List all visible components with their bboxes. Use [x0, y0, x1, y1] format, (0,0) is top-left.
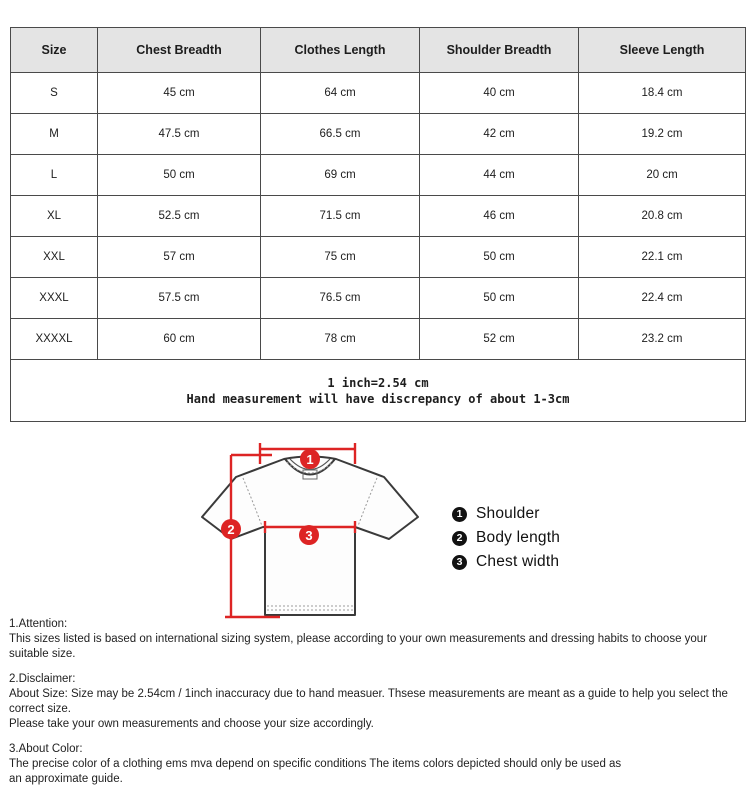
sleeve-cell: 22.1 cm [579, 237, 746, 278]
marker-shoulder-number: 1 [306, 452, 314, 467]
legend-label-body-length: Body length [476, 529, 561, 546]
table-row [11, 196, 746, 237]
about-color-title: 3.About Color: [9, 743, 83, 755]
length-cell: 76.5 cm [261, 278, 420, 319]
sleeve-cell: 18.4 cm [579, 73, 746, 114]
about-color-body-line1: The precise color of a clothing ems mva depend on specific conditions The items colors depicted should only be used as [9, 758, 622, 770]
length-cell: 71.5 cm [261, 196, 420, 237]
circled-number-2-icon: 2 [452, 531, 467, 546]
circled-number-1-icon: 1 [452, 507, 467, 522]
header-chest-breadth: Chest Breadth [98, 28, 261, 73]
size-cell: XL [11, 196, 98, 237]
sleeve-cell: 20 cm [579, 155, 746, 196]
header-shoulder-breadth: Shoulder Breadth [420, 28, 579, 73]
legend-item-shoulder [452, 502, 560, 526]
attention-body: This sizes listed is based on international sizing system, please according to your own measurements and dressing habits to choose your suitable size. [9, 633, 708, 660]
shoulder-cell: 46 cm [420, 196, 579, 237]
disclaimer-body-line2: Please take your own measurements and choose your size accordingly. [9, 718, 374, 730]
note-line-2: Hand measurement will have discrepancy of about 1-3cm [186, 391, 570, 406]
sleeve-cell: 19.2 cm [579, 114, 746, 155]
size-table [10, 27, 746, 422]
table-row [11, 237, 746, 278]
tshirt-measurement-diagram [183, 438, 443, 624]
table-note-row [11, 360, 746, 422]
notes-section [9, 617, 744, 797]
size-cell: M [11, 114, 98, 155]
size-cell: XXL [11, 237, 98, 278]
length-cell: 64 cm [261, 73, 420, 114]
size-cell: XXXXL [11, 319, 98, 360]
chest-cell: 57.5 cm [98, 278, 261, 319]
chest-cell: 57 cm [98, 237, 261, 278]
disclaimer-section [9, 672, 744, 732]
sleeve-cell: 20.8 cm [579, 196, 746, 237]
size-cell: L [11, 155, 98, 196]
size-cell: XXXL [11, 278, 98, 319]
legend-label-shoulder: Shoulder [476, 505, 540, 522]
chest-cell: 47.5 cm [98, 114, 261, 155]
marker-chest-width-number: 3 [305, 528, 313, 543]
disclaimer-title: 2.Disclaimer: [9, 673, 76, 685]
note-line-1: 1 inch=2.54 cm [327, 375, 429, 390]
table-row [11, 155, 746, 196]
length-cell: 69 cm [261, 155, 420, 196]
shoulder-cell: 52 cm [420, 319, 579, 360]
shoulder-cell: 40 cm [420, 73, 579, 114]
legend-item-body-length [452, 526, 560, 550]
shoulder-cell: 42 cm [420, 114, 579, 155]
circled-number-3-icon: 3 [452, 555, 467, 570]
sleeve-cell: 23.2 cm [579, 319, 746, 360]
table-row [11, 278, 746, 319]
sleeve-cell: 22.4 cm [579, 278, 746, 319]
header-clothes-length: Clothes Length [261, 28, 420, 73]
table-row [11, 114, 746, 155]
legend-item-chest-width [452, 550, 560, 574]
marker-body-length-number: 2 [227, 522, 235, 537]
table-row [11, 319, 746, 360]
disclaimer-body-line1: About Size: Size may be 2.54cm / 1inch inaccuracy due to hand measuer. Thsese measurements are meant as a guide to help you select the correct size. [9, 688, 728, 715]
chest-cell: 50 cm [98, 155, 261, 196]
attention-section [9, 617, 744, 662]
chest-cell: 52.5 cm [98, 196, 261, 237]
size-table-header-row [11, 28, 746, 73]
shoulder-cell: 50 cm [420, 237, 579, 278]
length-cell: 78 cm [261, 319, 420, 360]
legend-label-chest-width: Chest width [476, 553, 560, 570]
header-size: Size [11, 28, 98, 73]
table-row [11, 73, 746, 114]
shoulder-cell: 50 cm [420, 278, 579, 319]
chest-cell: 45 cm [98, 73, 261, 114]
measurement-note [11, 360, 746, 422]
measurement-legend [452, 502, 560, 574]
shoulder-cell: 44 cm [420, 155, 579, 196]
length-cell: 66.5 cm [261, 114, 420, 155]
chest-cell: 60 cm [98, 319, 261, 360]
attention-title: 1.Attention: [9, 618, 68, 630]
about-color-section [9, 742, 744, 787]
size-cell: S [11, 73, 98, 114]
about-color-body-line2: an approximate guide. [9, 773, 123, 785]
length-cell: 75 cm [261, 237, 420, 278]
header-sleeve-length: Sleeve Length [579, 28, 746, 73]
